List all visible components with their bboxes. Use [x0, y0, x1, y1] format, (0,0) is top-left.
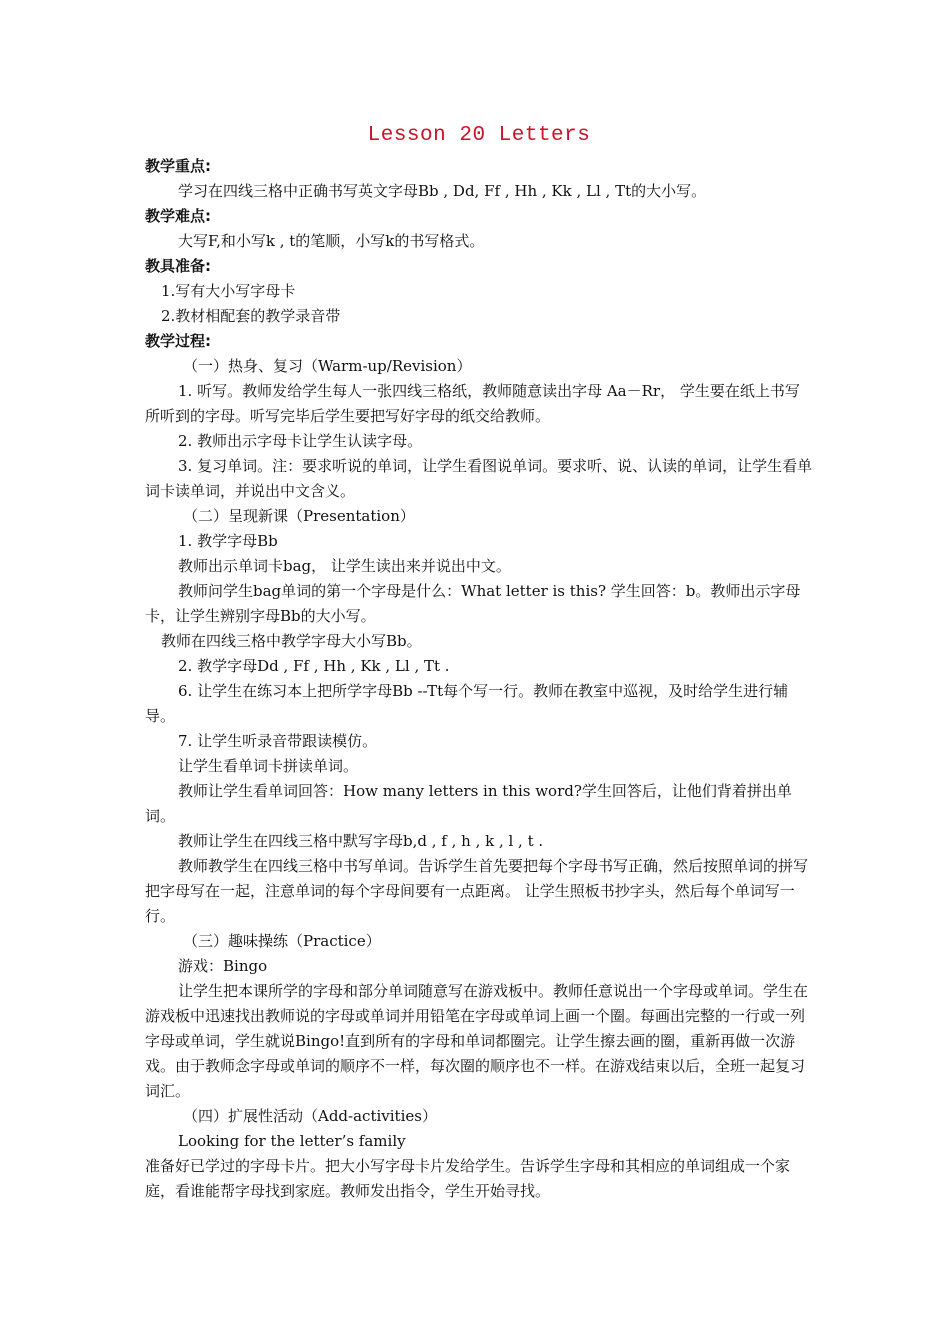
- warmup-paragraph: 2. 教师出示字母卡让学生认读字母。: [178, 432, 423, 450]
- extension-title: （四）扩展性活动（Add-activities）: [183, 1107, 437, 1125]
- presentation-paragraph: 6. 让学生在练习本上把所学字母Bb --Tt每个写一行。教师在教室中巡视，及时给学生进行辅导。: [145, 682, 789, 725]
- presentation-paragraph: 教师出示单词卡bag， 让学生读出来并说出中文。: [178, 557, 511, 575]
- materials-heading: 教具准备:: [145, 257, 211, 275]
- practice-title: （三）趣味操练（Practice）: [183, 932, 381, 950]
- materials-item: 1.写有大小写字母卡: [161, 282, 296, 300]
- warmup-title: （一）热身、复习（Warm-up/Revision）: [183, 357, 472, 375]
- extension-paragraph: 准备好已学过的字母卡片。把大小写字母卡片发给学生。告诉学生字母和其相应的单词组成一个家庭，看谁能帮字母找到家庭。教师发出指令，学生开始寻找。: [145, 1157, 791, 1200]
- presentation-paragraph: 教师让学生看单词回答：How many letters in this word?学生回答后，让他们背着拼出单词。: [145, 782, 792, 825]
- materials-item: 2.教材相配套的教学录音带: [161, 307, 341, 325]
- presentation-paragraph: 教师教学生在四线三格中书写单词。告诉学生首先要把每个字母书写正确，然后按照单词的拼写把字母写在一起，注意单词的每个字母间要有一点距离。 让学生照板书抄字头，然后每个单词写一行。: [145, 857, 809, 925]
- key-points-text: 学习在四线三格中正确书写英文字母Bb , Dd, Ff , Hh , Kk , Ll , Tt的大小写。: [178, 182, 707, 200]
- presentation-paragraph: 7. 让学生听录音带跟读模仿。: [178, 732, 378, 750]
- presentation-title: （二）呈现新课（Presentation）: [183, 507, 415, 525]
- key-points-heading: 教学重点:: [145, 157, 211, 175]
- presentation-paragraph: 让学生看单词卡拼读单词。: [178, 757, 359, 775]
- presentation-paragraph: 教师在四线三格中教学字母大小写Bb。: [161, 632, 422, 650]
- presentation-paragraph: 2. 教学字母Dd , Ff , Hh , Kk , Ll , Tt .: [178, 657, 450, 675]
- page-title: Lesson 20 Letters: [367, 124, 591, 147]
- presentation-paragraph: 教师问学生bag单词的第一个字母是什么：What letter is this? 学生回答：b。教师出示字母卡，让学生辨别字母Bb的大小写。: [145, 582, 801, 625]
- warmup-paragraph: 3. 复习单词。注：要求听说的单词，让学生看图说单词。要求听、说、认读的单词，让学生看单词卡读单词，并说出中文含义。: [145, 457, 813, 500]
- practice-paragraph: 游戏：Bingo: [178, 957, 268, 975]
- lesson-document: [145, 122, 813, 1204]
- difficulties-text: 大写F,和小写k , t的笔顺，小写k的书写格式。: [178, 232, 485, 250]
- process-heading: 教学过程:: [145, 332, 211, 350]
- presentation-paragraph: 1. 教学字母Bb: [178, 532, 278, 550]
- presentation-paragraph: 教师让学生在四线三格中默写字母b,d , f , h , k , l , t .: [178, 832, 544, 850]
- practice-paragraph: 让学生把本课所学的字母和部分单词随意写在游戏板中。教师任意说出一个字母或单词。学生在游戏板中迅速找出教师说的字母或单词并用铅笔在字母或单词上画一个圈。每画出完整的一行或一列字母或单词，学生就说Bingo!直到所有的字母和单词都圈完。让学生擦去画的圈，重新再做一次游戏。由于教师念字母或单词的顺序不一样，每次圈的顺序也不一样。在游戏结束以后，全班一起复习词汇。: [145, 982, 809, 1100]
- extension-paragraph: Looking for the letter’s family: [178, 1132, 406, 1150]
- difficulties-heading: 教学难点:: [145, 207, 211, 225]
- warmup-paragraph: 1. 听写。教师发给学生每人一张四线三格纸，教师随意读出字母 Aa－Rr， 学生要在纸上书写所听到的字母。听写完毕后学生要把写好字母的纸交给教师。: [145, 382, 800, 425]
